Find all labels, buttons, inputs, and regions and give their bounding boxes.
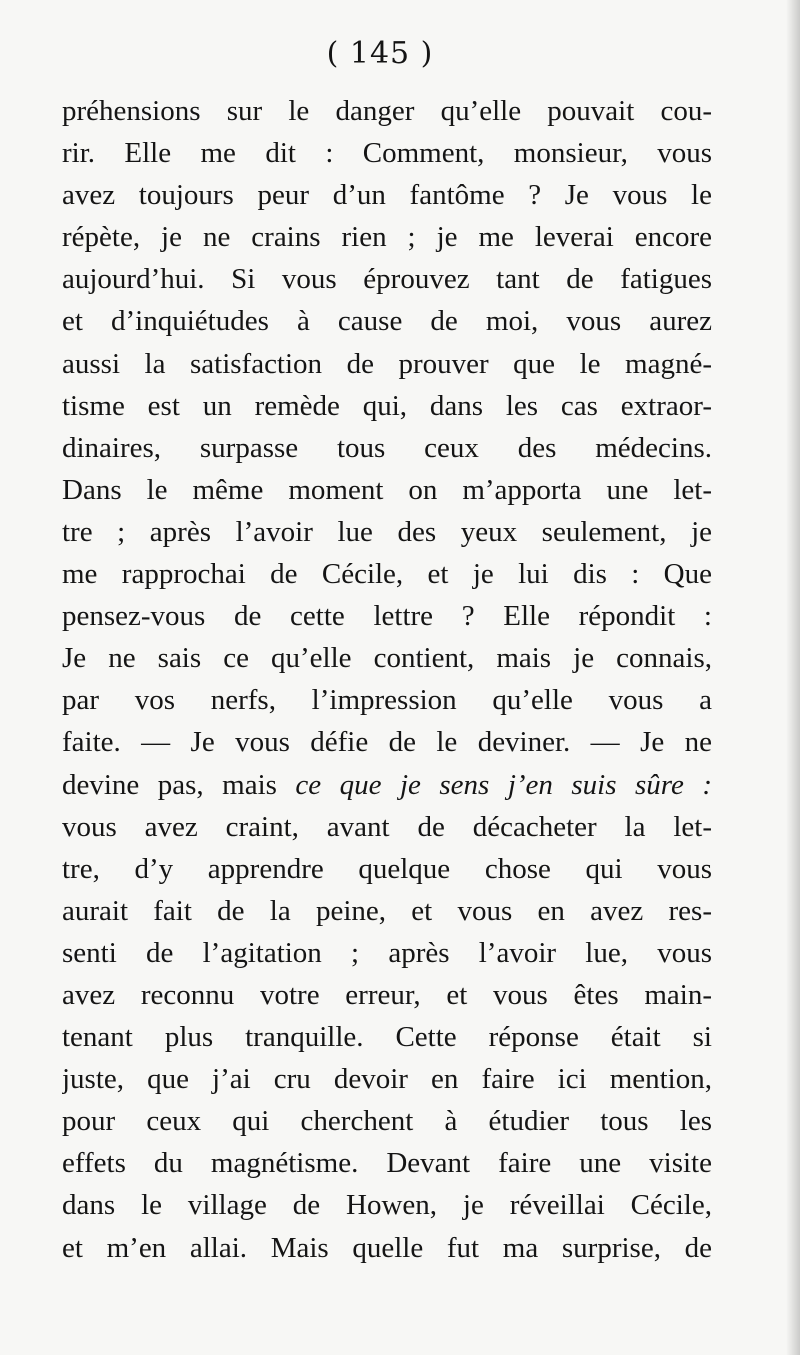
body-text <box>62 90 712 1269</box>
text-line-roman: devine pas, mais <box>62 768 277 801</box>
text-line: pour ceux qui cherchent à étudier tous les <box>62 1105 712 1138</box>
page-number: ( 145 ) <box>326 36 434 71</box>
text-line: aurait fait de la peine, et vous en avez res- <box>62 894 712 927</box>
text-line: tisme est un remède qui, dans les cas extraor- <box>62 389 712 422</box>
italic-quote: ce que je sens j’en suis sûre : <box>295 768 712 801</box>
text-line: faite. — Je vous défie de le deviner. — Je ne <box>62 726 712 759</box>
text-line: me rapprochai de Cécile, et je lui dis : Que <box>62 558 712 591</box>
text-line: senti de l’agitation ; après l’avoir lue, vous <box>62 936 712 969</box>
text-line: rir. Elle me dit : Comment, monsieur, vous <box>62 137 712 170</box>
text-line: et m’en allai. Mais quelle fut ma surprise, de <box>62 1231 712 1264</box>
text-line: par vos nerfs, l’impression qu’elle vous a <box>62 684 712 717</box>
text-line: juste, que j’ai cru devoir en faire ici mention, <box>62 1063 712 1096</box>
text-line: aujourd’hui. Si vous éprouvez tant de fatigues <box>62 263 712 296</box>
text-line: Je ne sais ce qu’elle contient, mais je connais, <box>62 642 712 675</box>
text-line: et d’inquiétudes à cause de moi, vous aurez <box>62 305 712 338</box>
text-line: répète, je ne crains rien ; je me leverai encore <box>62 221 712 254</box>
text-line: préhensions sur le danger qu’elle pouvait cou- <box>62 95 712 127</box>
text-line: dinaires, surpasse tous ceux des médecins. <box>62 431 712 464</box>
text-line: vous avez craint, avant de décacheter la let- <box>62 810 712 843</box>
text-line: aussi la satisfaction de prouver que le magné- <box>62 347 712 380</box>
text-line: dans le village de Howen, je réveillai Cécile, <box>62 1189 712 1222</box>
text-line: tenant plus tranquille. Cette réponse était si <box>62 1021 712 1054</box>
text-line: avez toujours peur d’un fantôme ? Je vous le <box>62 179 712 212</box>
text-line: Dans le même moment on m’apporta une let- <box>62 473 712 506</box>
text-line: pensez-vous de cette lettre ? Elle répondit : <box>62 600 712 633</box>
text-line-mixed <box>62 764 712 806</box>
text-line: tre ; après l’avoir lue des yeux seulement, je <box>62 515 712 548</box>
text-line: tre, d’y apprendre quelque chose qui vous <box>62 852 712 885</box>
text-line: avez reconnu votre erreur, et vous êtes main- <box>62 978 712 1011</box>
text-line: effets du magnétisme. Devant faire une visite <box>62 1147 712 1180</box>
